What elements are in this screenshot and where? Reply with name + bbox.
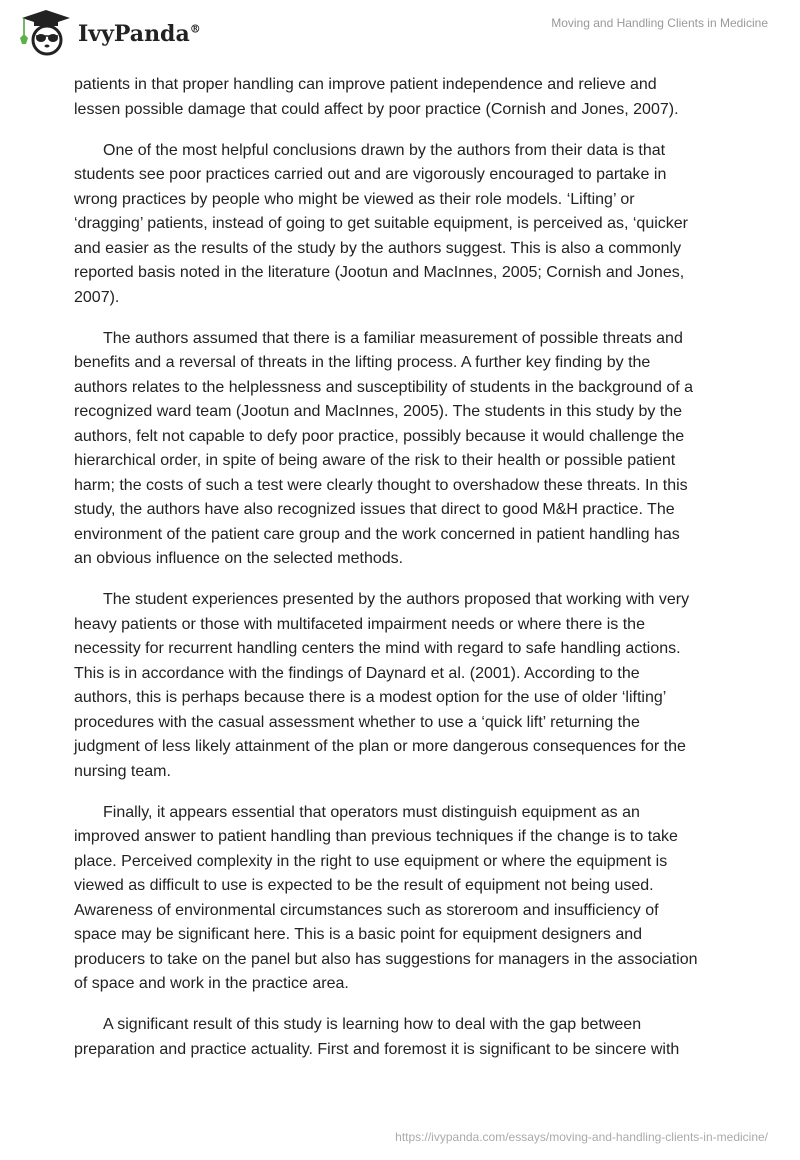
paragraph bbox=[74, 1013, 774, 1062]
text-line: judgment of less likely attainment of the plan or more dangerous consequences for the bbox=[74, 738, 686, 755]
text-line: authors relates to the helplessness and susceptibility of students in the background of a bbox=[74, 378, 694, 396]
text-line: recognized ward team (Jootun and MacInnes, 2005). The students in this study by the bbox=[74, 403, 683, 420]
text-line: reported basis noted in the literature (Jootun and MacInnes, 2005; Cornish and Jones, bbox=[74, 264, 685, 281]
paragraph bbox=[74, 588, 774, 784]
essay-body bbox=[74, 73, 774, 1079]
text-line: authors, felt not capable to defy poor practice, possibly because it would challenge the bbox=[74, 427, 685, 445]
text-line: Awareness of environmental circumstances such as storeroom and insufficiency of bbox=[74, 901, 659, 919]
text-line: heavy patients or those with multifaceted impairment needs or where there is the bbox=[74, 615, 645, 633]
text-line: of space and work in the practice area. bbox=[74, 975, 349, 992]
panda-graduate-icon bbox=[18, 8, 74, 56]
text-line: improved answer to patient handling than previous techniques if the change is to take bbox=[74, 828, 678, 845]
text-line: procedures with the casual assessment whether to use a ‘quick lift’ returning the bbox=[74, 713, 640, 731]
text-line: One of the most helpful conclusions drawn by the authors from their data is that bbox=[103, 141, 666, 159]
text-line: study, the authors have also recognized issues that direct to good M&H practice. The bbox=[74, 501, 675, 518]
paragraph bbox=[74, 139, 774, 311]
text-line: wrong practices by people who might be viewed as their role models. ‘Lifting’ or bbox=[74, 190, 635, 208]
paragraph bbox=[74, 327, 774, 572]
text-line: place. Perceived complexity in the right to use equipment or where the equipment is bbox=[74, 852, 668, 870]
text-line: nursing team. bbox=[74, 762, 171, 780]
text-line: and easier as the results of the study by the authors suggest. This is also a commonly bbox=[74, 239, 682, 257]
text-line: harm; the costs of such a test were clearly thought to overshadow these threats. In this bbox=[74, 476, 688, 494]
text-line: students see poor practices carried out and are vigorously encouraged to partake in bbox=[74, 166, 667, 183]
text-line: This is in accordance with the findings of Daynard et al. (2001). According to the bbox=[74, 664, 640, 682]
text-line: benefits and a reversal of threats in the lifting process. A further key finding by the bbox=[74, 354, 651, 371]
text-line: 2007). bbox=[74, 288, 120, 306]
text-line: Finally, it appears essential that operators must distinguish equipment as an bbox=[103, 803, 640, 821]
text-line: patients in that proper handling can improve patient independence and relieve and bbox=[74, 76, 657, 93]
brand-text: IvyPanda bbox=[78, 21, 190, 47]
text-line: environment of the patient care group and the work concerned in patient handling has bbox=[74, 525, 680, 543]
paragraph bbox=[74, 801, 774, 997]
text-line: space may be significant here. This is a basic point for equipment designers and bbox=[74, 926, 643, 943]
text-line: A significant result of this study is learning how to deal with the gap between bbox=[103, 1016, 642, 1033]
document-title: Moving and Handling Clients in Medicine bbox=[551, 16, 768, 30]
paragraph bbox=[74, 73, 774, 122]
text-line: viewed as difficult to use is expected to be the result of equipment not being used. bbox=[74, 877, 654, 894]
registered-mark: ® bbox=[189, 22, 201, 36]
text-line: necessity for recurrent handling centers the mind with regard to safe handling actions. bbox=[74, 640, 681, 657]
text-line: The authors assumed that there is a familiar measurement of possible threats and bbox=[103, 329, 683, 347]
text-line: preparation and practice actuality. First and foremost it is significant to be sincere with bbox=[74, 1040, 680, 1058]
text-line: an obvious influence on the selected methods. bbox=[74, 550, 404, 567]
text-line: The student experiences presented by the authors proposed that working with very bbox=[103, 591, 690, 608]
text-line: ‘dragging’ patients, instead of going to get suitable equipment, is perceived as, ‘quicker bbox=[74, 215, 689, 232]
ivypanda-logo[interactable] bbox=[18, 8, 201, 56]
text-line: lessen possible damage that could affect by poor practice (Cornish and Jones, 2007). bbox=[74, 100, 679, 118]
text-line: producers to take on the panel but also has suggestions for managers in the association bbox=[74, 950, 698, 968]
text-line: hierarchical order, in spite of being aware of the risk to their health or possible patient bbox=[74, 452, 676, 469]
text-line: authors, this is perhaps because there is a modest option for the use of older ‘lifting’ bbox=[74, 689, 667, 706]
brand-name bbox=[78, 21, 201, 47]
footer-url[interactable]: https://ivypanda.com/essays/moving-and-handling-clients-in-medicine/ bbox=[395, 1130, 768, 1144]
